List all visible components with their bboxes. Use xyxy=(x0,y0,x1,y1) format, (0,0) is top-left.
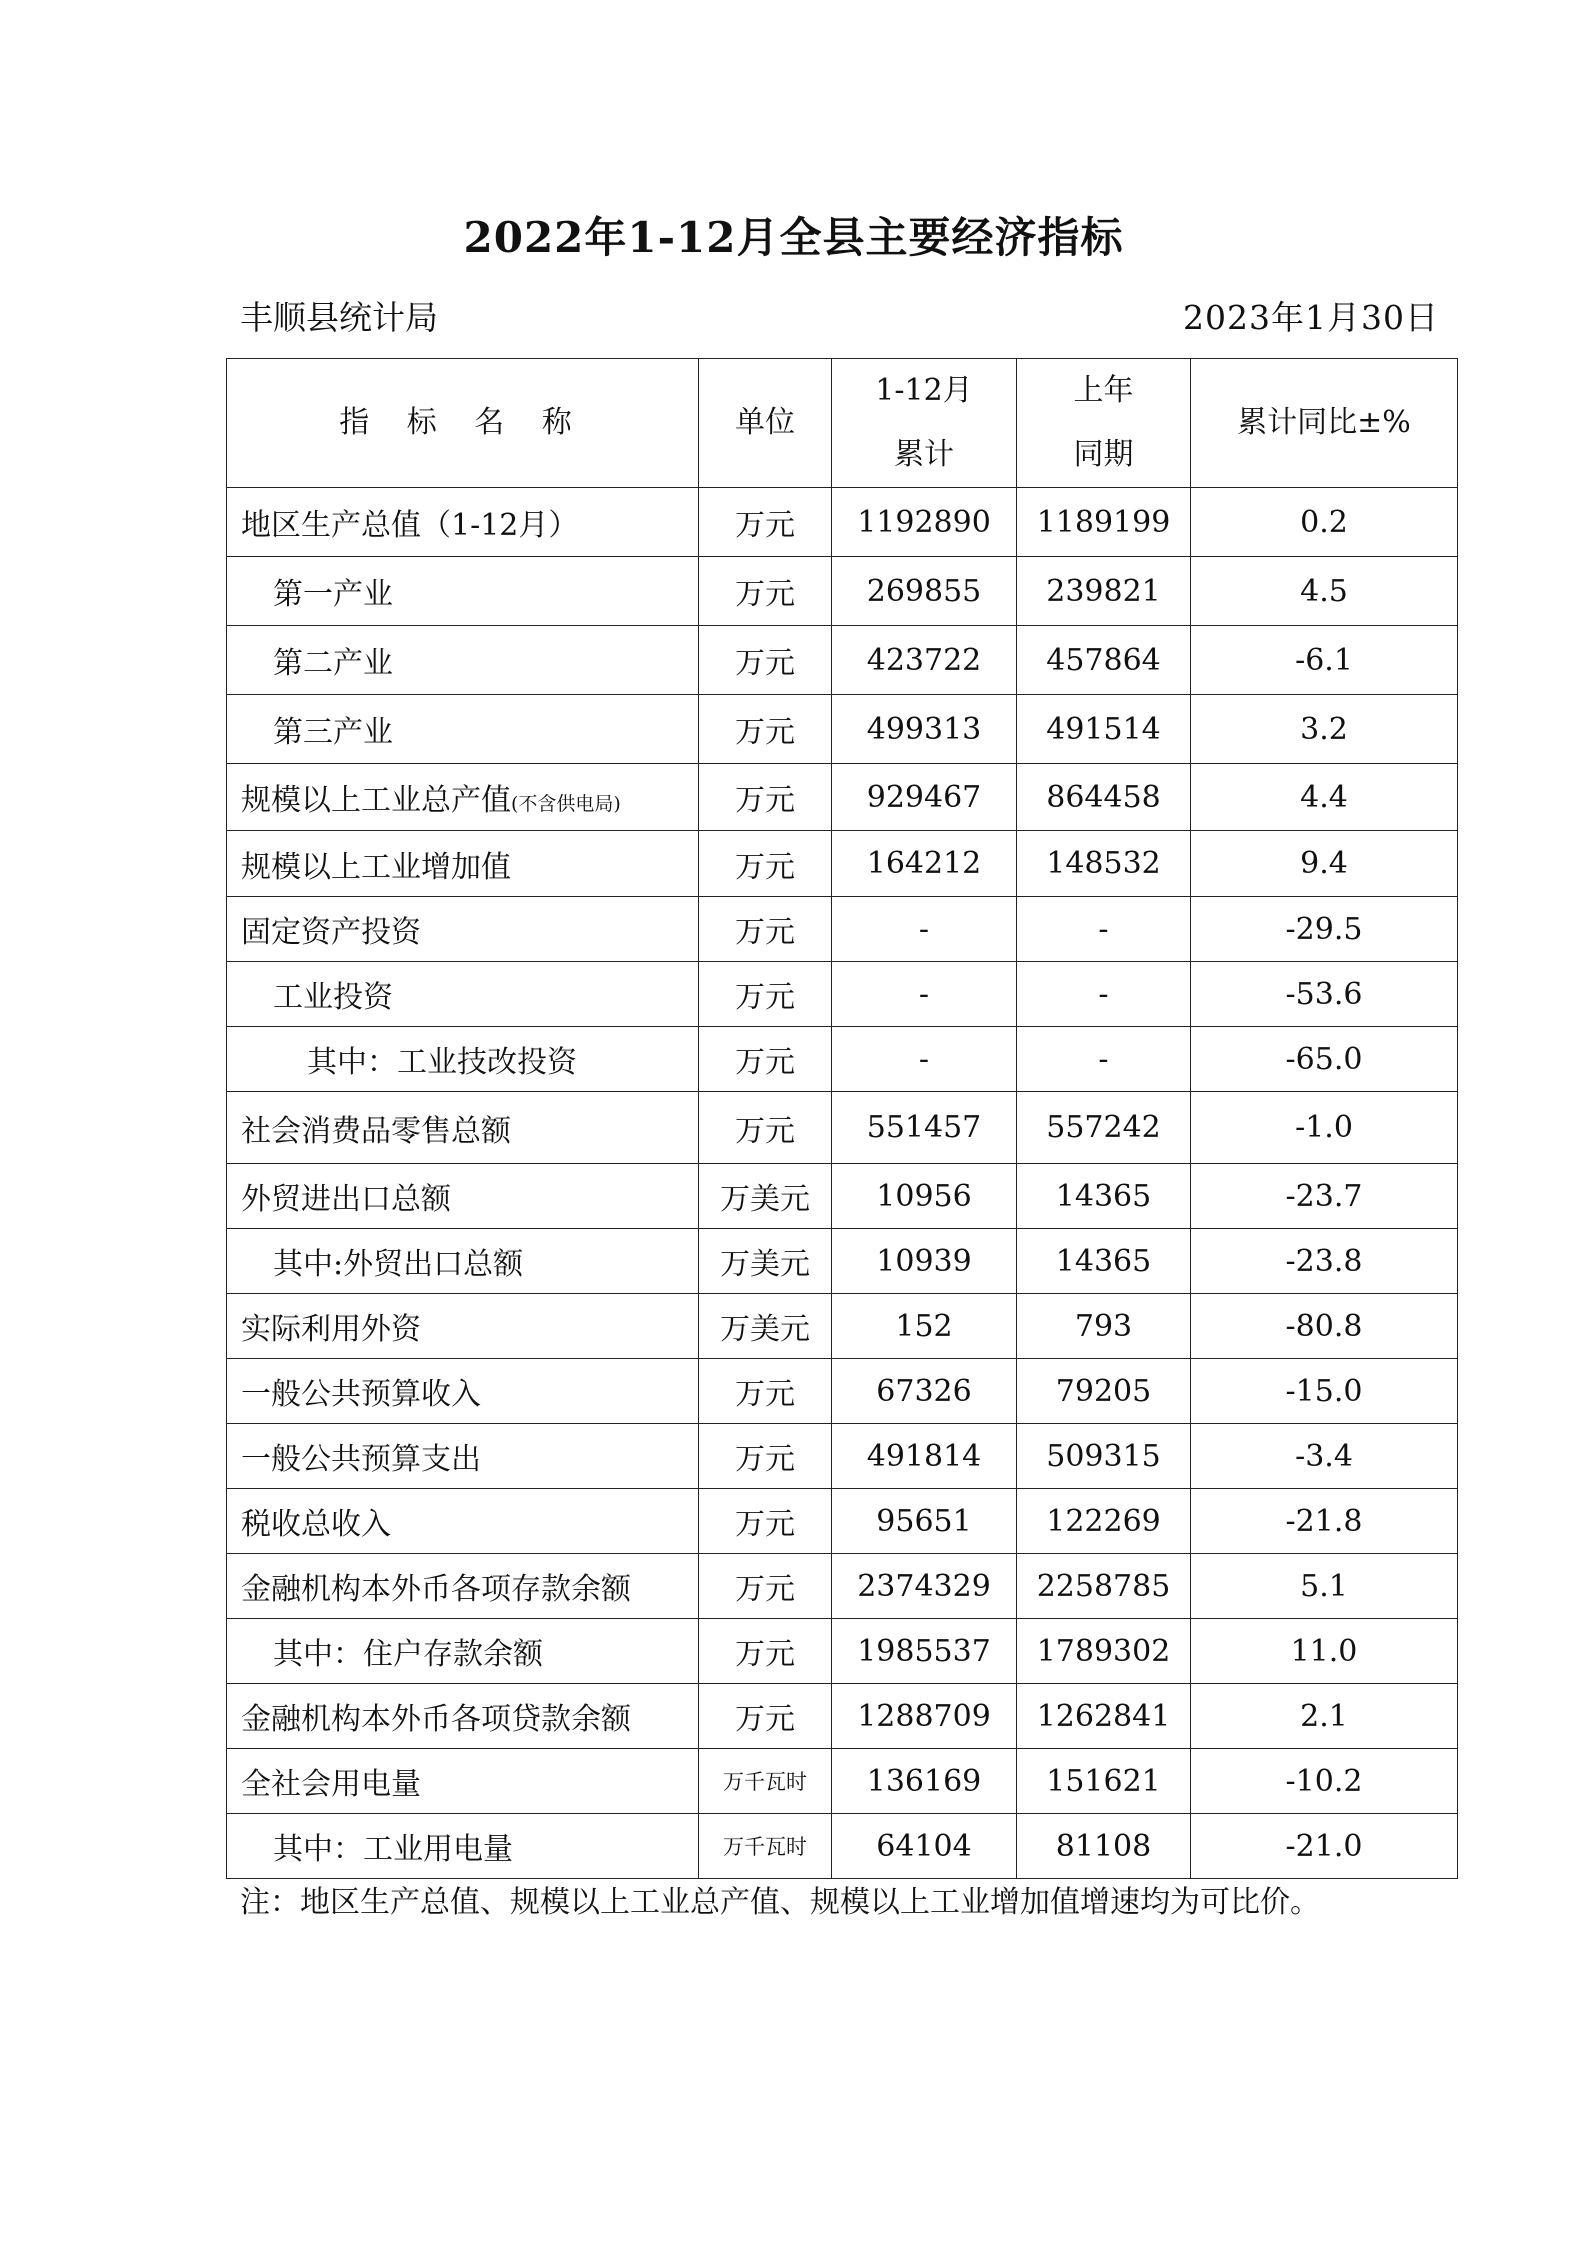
indicator-name-cell xyxy=(227,695,699,764)
indicator-name-cell xyxy=(227,1554,699,1619)
previous-year-value-cell: 491514 xyxy=(1017,695,1191,764)
cumulative-value-cell: 2374329 xyxy=(832,1554,1017,1619)
cumulative-value-cell: 1985537 xyxy=(832,1619,1017,1684)
header-yoy-change: 累计同比±% xyxy=(1191,359,1458,488)
table-row xyxy=(227,1554,1458,1619)
yoy-change-cell: 2.1 xyxy=(1191,1684,1458,1749)
indicator-name: 外贸进出口总额 xyxy=(241,1182,451,1217)
table-row xyxy=(227,557,1458,626)
yoy-change-cell: -80.8 xyxy=(1191,1294,1458,1359)
previous-year-value-cell: 148532 xyxy=(1017,831,1191,897)
indicator-name-cell xyxy=(227,831,699,897)
yoy-change-cell: 9.4 xyxy=(1191,831,1458,897)
footnote: 注：地区生产总值、规模以上工业总产值、规模以上工业增加值增速均为可比价。 xyxy=(240,1885,1320,1920)
table-row xyxy=(227,897,1458,962)
unit-cell: 万元 xyxy=(699,1424,832,1489)
unit-cell: 万千瓦时 xyxy=(699,1814,832,1879)
unit-cell: 万元 xyxy=(699,1619,832,1684)
indicator-name: 其中:外贸出口总额 xyxy=(273,1247,524,1282)
previous-year-value-cell: 14365 xyxy=(1017,1164,1191,1229)
yoy-change-cell: 0.2 xyxy=(1191,488,1458,557)
cumulative-value-cell: 95651 xyxy=(832,1489,1017,1554)
previous-year-value-cell: - xyxy=(1017,1027,1191,1092)
yoy-change-cell: -21.8 xyxy=(1191,1489,1458,1554)
table-row xyxy=(227,488,1458,557)
table-row xyxy=(227,695,1458,764)
cumulative-value-cell: 929467 xyxy=(832,764,1017,831)
indicator-name-cell xyxy=(227,897,699,962)
yoy-change-cell: -3.4 xyxy=(1191,1424,1458,1489)
indicator-name: 规模以上工业总产值 xyxy=(241,783,511,818)
indicator-name-cell xyxy=(227,1814,699,1879)
table-header-row xyxy=(227,359,1458,488)
indicator-name-cell xyxy=(227,1684,699,1749)
table-row xyxy=(227,1092,1458,1164)
indicator-name: 第二产业 xyxy=(273,646,393,681)
table-row xyxy=(227,1489,1458,1554)
indicator-name: 第一产业 xyxy=(273,577,393,612)
unit-cell: 万元 xyxy=(699,626,832,695)
table-row xyxy=(227,1027,1458,1092)
indicator-name: 实际利用外资 xyxy=(241,1312,421,1347)
previous-year-value-cell: 1262841 xyxy=(1017,1684,1191,1749)
unit-cell: 万元 xyxy=(699,557,832,626)
indicator-name-cell xyxy=(227,488,699,557)
previous-year-value-cell: 1189199 xyxy=(1017,488,1191,557)
unit-cell: 万元 xyxy=(699,1359,832,1424)
unit-cell: 万千瓦时 xyxy=(699,1749,832,1814)
page-title: 2022年1-12月全县主要经济指标 xyxy=(463,213,1124,262)
indicator-name: 其中：住户存款余额 xyxy=(273,1637,543,1672)
cumulative-value-cell: 152 xyxy=(832,1294,1017,1359)
unit-cell: 万元 xyxy=(699,488,832,557)
yoy-change-cell: -65.0 xyxy=(1191,1027,1458,1092)
table-row xyxy=(227,1684,1458,1749)
indicator-name-cell xyxy=(227,1027,699,1092)
indicator-name-note: (不含供电局) xyxy=(511,793,621,815)
header-previous-line1: 上年 xyxy=(1073,373,1134,408)
previous-year-value-cell: - xyxy=(1017,962,1191,1027)
header-indicator-name: 指 标 名 称 xyxy=(227,359,699,488)
cumulative-value-cell: 1288709 xyxy=(832,1684,1017,1749)
cumulative-value-cell: 10956 xyxy=(832,1164,1017,1229)
table-row xyxy=(227,1424,1458,1489)
table-row xyxy=(227,962,1458,1027)
indicator-name: 工业投资 xyxy=(273,980,393,1015)
table-row xyxy=(227,1814,1458,1879)
indicator-name-cell xyxy=(227,626,699,695)
unit-cell: 万元 xyxy=(699,962,832,1027)
unit-cell: 万美元 xyxy=(699,1229,832,1294)
unit-cell: 万美元 xyxy=(699,1164,832,1229)
yoy-change-cell: -15.0 xyxy=(1191,1359,1458,1424)
indicator-name-cell xyxy=(227,1359,699,1424)
previous-year-value-cell: 239821 xyxy=(1017,557,1191,626)
cumulative-value-cell: 423722 xyxy=(832,626,1017,695)
unit-cell: 万元 xyxy=(699,831,832,897)
unit-cell: 万元 xyxy=(699,1684,832,1749)
indicator-name-cell xyxy=(227,1294,699,1359)
indicator-name: 一般公共预算收入 xyxy=(241,1377,481,1412)
table-row xyxy=(227,831,1458,897)
cumulative-value-cell: 64104 xyxy=(832,1814,1017,1879)
yoy-change-cell: 3.2 xyxy=(1191,695,1458,764)
indicator-name-cell xyxy=(227,764,699,831)
indicator-name: 金融机构本外币各项贷款余额 xyxy=(241,1702,631,1737)
unit-cell: 万元 xyxy=(699,1027,832,1092)
yoy-change-cell: -1.0 xyxy=(1191,1092,1458,1164)
indicator-name-cell xyxy=(227,1619,699,1684)
indicator-name-cell xyxy=(227,1489,699,1554)
indicator-name: 税收总收入 xyxy=(241,1507,391,1542)
table-row xyxy=(227,626,1458,695)
cumulative-value-cell: 136169 xyxy=(832,1749,1017,1814)
indicator-name: 规模以上工业增加值 xyxy=(241,849,511,885)
header-cumulative xyxy=(832,359,1017,488)
previous-year-value-cell: 14365 xyxy=(1017,1229,1191,1294)
yoy-change-cell: 4.4 xyxy=(1191,764,1458,831)
table-row xyxy=(227,1294,1458,1359)
previous-year-value-cell: 2258785 xyxy=(1017,1554,1191,1619)
cumulative-value-cell: - xyxy=(832,1027,1017,1092)
indicator-name-cell xyxy=(227,1749,699,1814)
indicator-name: 固定资产投资 xyxy=(241,915,421,950)
yoy-change-cell: 11.0 xyxy=(1191,1619,1458,1684)
table-row xyxy=(227,1619,1458,1684)
yoy-change-cell: -53.6 xyxy=(1191,962,1458,1027)
indicator-name: 其中：工业用电量 xyxy=(273,1832,513,1867)
cumulative-value-cell: 1192890 xyxy=(832,488,1017,557)
indicator-name: 社会消费品零售总额 xyxy=(241,1113,511,1149)
previous-year-value-cell: 79205 xyxy=(1017,1359,1191,1424)
unit-cell: 万元 xyxy=(699,1554,832,1619)
cumulative-value-cell: - xyxy=(832,897,1017,962)
previous-year-value-cell: 1789302 xyxy=(1017,1619,1191,1684)
indicator-name-cell xyxy=(227,1229,699,1294)
indicator-name: 一般公共预算支出 xyxy=(241,1442,481,1477)
previous-year-value-cell: 151621 xyxy=(1017,1749,1191,1814)
indicator-name-cell xyxy=(227,557,699,626)
unit-cell: 万元 xyxy=(699,1489,832,1554)
header-cumulative-line1: 1-12月 xyxy=(875,373,973,408)
cumulative-value-cell: 499313 xyxy=(832,695,1017,764)
header-previous-year xyxy=(1017,359,1191,488)
header-unit: 单位 xyxy=(699,359,832,488)
yoy-change-cell: -23.8 xyxy=(1191,1229,1458,1294)
unit-cell: 万元 xyxy=(699,695,832,764)
indicator-name-cell xyxy=(227,1164,699,1229)
table-body xyxy=(227,488,1458,1879)
economic-indicators-table xyxy=(226,358,1458,1879)
cumulative-value-cell: 164212 xyxy=(832,831,1017,897)
indicator-name-cell xyxy=(227,1424,699,1489)
previous-year-value-cell: 557242 xyxy=(1017,1092,1191,1164)
unit-cell: 万元 xyxy=(699,1092,832,1164)
header-cumulative-line2: 累计 xyxy=(894,437,954,472)
indicator-name: 第三产业 xyxy=(273,715,393,750)
issuing-organization: 丰顺县统计局 xyxy=(240,298,438,337)
indicator-name: 金融机构本外币各项存款余额 xyxy=(241,1572,631,1607)
previous-year-value-cell: 122269 xyxy=(1017,1489,1191,1554)
indicator-name-cell xyxy=(227,1092,699,1164)
previous-year-value-cell: 457864 xyxy=(1017,626,1191,695)
table-row xyxy=(227,1164,1458,1229)
previous-year-value-cell: - xyxy=(1017,897,1191,962)
table-row xyxy=(227,764,1458,831)
yoy-change-cell: -10.2 xyxy=(1191,1749,1458,1814)
table-row xyxy=(227,1229,1458,1294)
yoy-change-cell: -23.7 xyxy=(1191,1164,1458,1229)
cumulative-value-cell: 491814 xyxy=(832,1424,1017,1489)
yoy-change-cell: -21.0 xyxy=(1191,1814,1458,1879)
previous-year-value-cell: 864458 xyxy=(1017,764,1191,831)
cumulative-value-cell: 67326 xyxy=(832,1359,1017,1424)
indicator-name: 其中：工业技改投资 xyxy=(307,1045,577,1080)
previous-year-value-cell: 81108 xyxy=(1017,1814,1191,1879)
previous-year-value-cell: 509315 xyxy=(1017,1424,1191,1489)
unit-cell: 万美元 xyxy=(699,1294,832,1359)
indicator-name: 地区生产总值（1-12月） xyxy=(241,508,579,543)
unit-cell: 万元 xyxy=(699,897,832,962)
unit-cell: 万元 xyxy=(699,764,832,831)
table-row xyxy=(227,1749,1458,1814)
publish-date: 2023年1月30日 xyxy=(1183,298,1439,337)
yoy-change-cell: -29.5 xyxy=(1191,897,1458,962)
cumulative-value-cell: 269855 xyxy=(832,557,1017,626)
cumulative-value-cell: - xyxy=(832,962,1017,1027)
table-row xyxy=(227,1359,1458,1424)
indicator-name: 全社会用电量 xyxy=(241,1767,421,1802)
cumulative-value-cell: 551457 xyxy=(832,1092,1017,1164)
previous-year-value-cell: 793 xyxy=(1017,1294,1191,1359)
yoy-change-cell: -6.1 xyxy=(1191,626,1458,695)
indicator-name-cell xyxy=(227,962,699,1027)
cumulative-value-cell: 10939 xyxy=(832,1229,1017,1294)
header-previous-line2: 同期 xyxy=(1073,437,1134,472)
yoy-change-cell: 4.5 xyxy=(1191,557,1458,626)
yoy-change-cell: 5.1 xyxy=(1191,1554,1458,1619)
